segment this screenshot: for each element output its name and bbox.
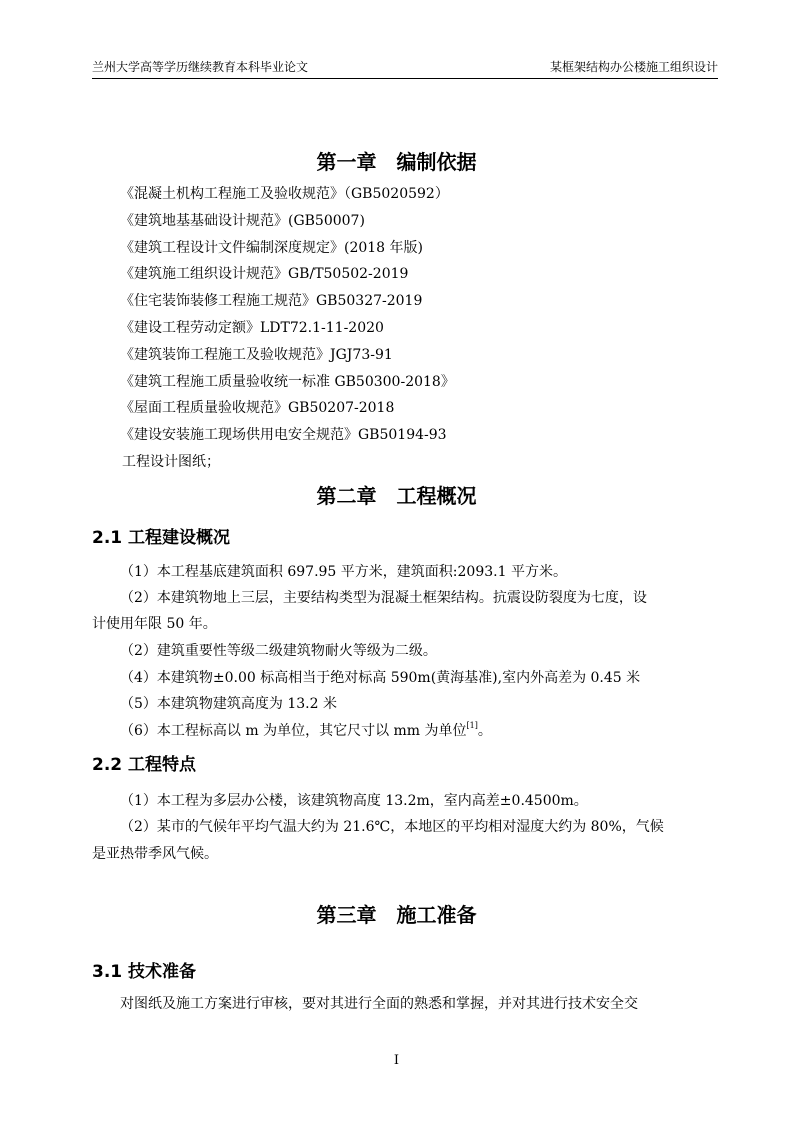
reference-item: 《建筑工程施工质量验收统一标准 GB50300-2018》 bbox=[120, 374, 455, 390]
reference-item: 《建筑施工组织设计规范》GB/T50502-2019 bbox=[120, 266, 409, 282]
reference-item: 《建筑装饰工程施工及验收规范》JGJ73-91 bbox=[120, 347, 393, 363]
reference-item: 《建设安装施工现场供用电安全规范》GB50194-93 bbox=[120, 427, 447, 443]
section-3-1-title: 3.1 技术准备 bbox=[92, 962, 197, 982]
reference-item: 《混凝土机构工程施工及验收规范》（GB5020592） bbox=[120, 186, 449, 202]
reference-item: 《建筑地基基础设计规范》(GB50007) bbox=[120, 213, 365, 229]
reference-item: 《建筑工程设计文件编制深度规定》(2018 年版) bbox=[120, 240, 424, 256]
header-left: 兰州大学高等学历继续教育本科毕业论文 bbox=[92, 60, 309, 74]
paragraph-end: 。 bbox=[477, 723, 492, 739]
reference-item: 《建设工程劳动定额》LDT72.1-11-2020 bbox=[120, 320, 384, 336]
paragraph: （1）本工程为多层办公楼，该建筑物高度 13.2m，室内高差±0.4500m。 bbox=[120, 793, 588, 809]
reference-item: 《住宅装饰装修工程施工规范》GB50327-2019 bbox=[120, 293, 423, 309]
paragraph: （1）本工程基底建筑面积 697.95 平方米，建筑面积:2093.1 平方米。 bbox=[120, 564, 567, 580]
paragraph: 对图纸及施工方案进行审核，要对其进行全面的熟悉和掌握，并对其进行技术安全交 bbox=[120, 996, 638, 1012]
paragraph: （2）本建筑物地上三层，主要结构类型为混凝土框架结构。抗震设防裂度为七度，设 bbox=[120, 590, 647, 606]
paragraph-continued: 是亚热带季风气候。 bbox=[92, 846, 218, 862]
citation-superscript: [1] bbox=[466, 721, 478, 730]
paragraph: （4）本建筑物±0.00 标高相当于绝对标高 590m(黄海基准),室内外高差为 0.45 米 bbox=[120, 670, 641, 686]
paragraph: （2）某市的气候年平均气温大约为 21.6℃，本地区的平均相对湿度大约为 80%，气候 bbox=[120, 819, 664, 835]
page-header bbox=[92, 58, 718, 79]
paragraph: （5）本建筑物建筑高度为 13.2 米 bbox=[120, 696, 337, 712]
chapter1-title: 第一章 编制依据 bbox=[316, 150, 477, 174]
paragraph-text: （6）本工程标高以 m 为单位，其它尺寸以 mm 为单位 bbox=[120, 723, 467, 739]
paragraph-continued: 计使用年限 50 年。 bbox=[92, 616, 217, 632]
section-2-1-title: 2.1 工程建设概况 bbox=[92, 528, 231, 548]
chapter2-title: 第二章 工程概况 bbox=[316, 484, 477, 508]
reference-item: 工程设计图纸； bbox=[122, 454, 220, 470]
page-number: I bbox=[393, 1053, 400, 1068]
header-right: 某框架结构办公楼施工组织设计 bbox=[549, 60, 718, 74]
section-2-2-title: 2.2 工程特点 bbox=[92, 755, 197, 775]
paragraph: （2）建筑重要性等级二级建筑物耐火等级为二级。 bbox=[120, 643, 437, 659]
reference-item: 《屋面工程质量验收规范》GB50207-2018 bbox=[120, 400, 395, 416]
paragraph bbox=[120, 720, 492, 740]
chapter3-title: 第三章 施工准备 bbox=[316, 903, 477, 927]
